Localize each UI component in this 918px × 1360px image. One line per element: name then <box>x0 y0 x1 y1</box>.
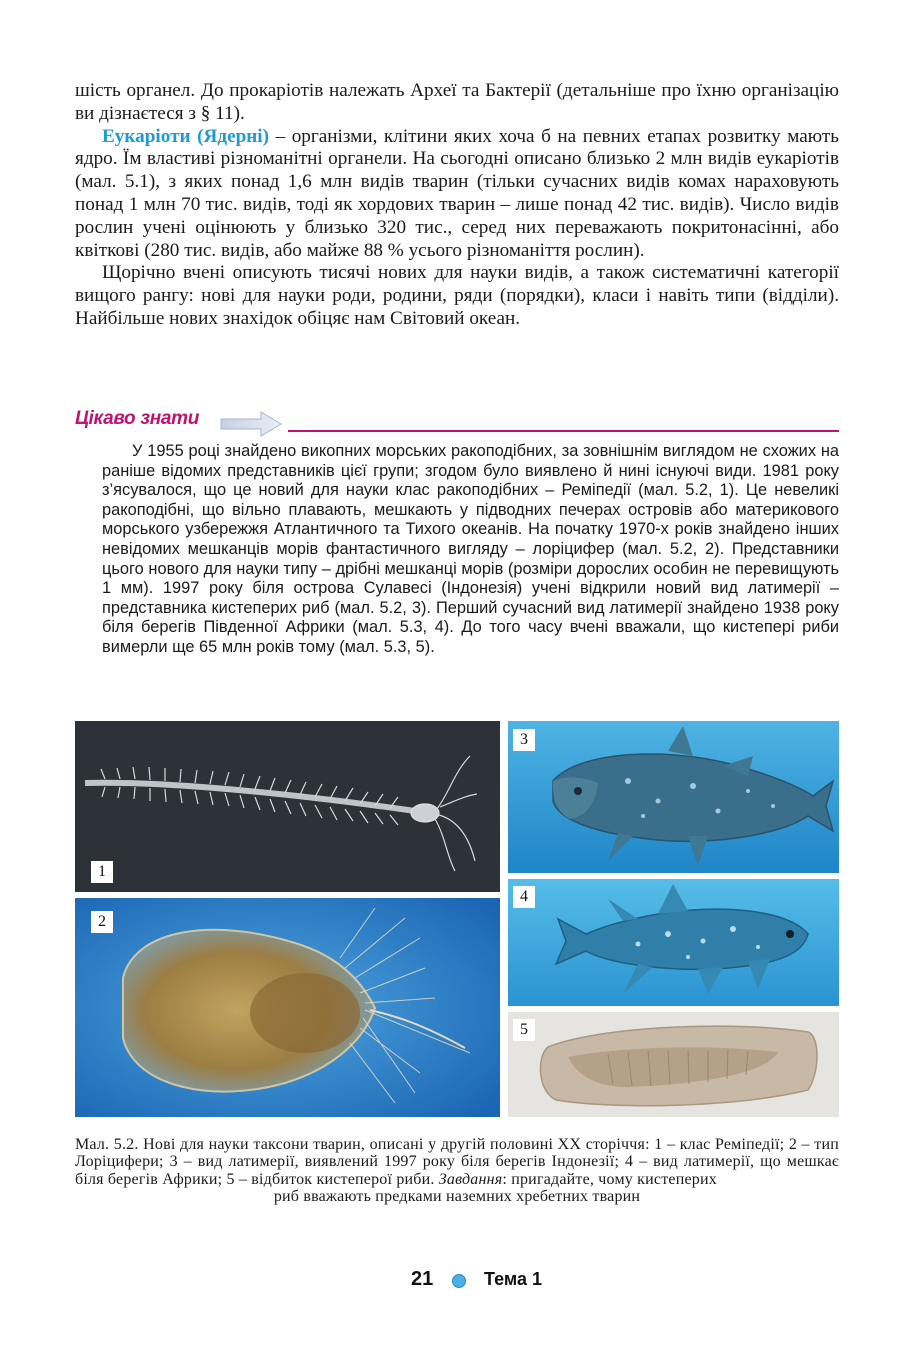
figure-label-1: 1 <box>91 861 113 883</box>
term-eukaryotes: Еукаріоти (Ядерні) <box>102 125 270 147</box>
caption-text: Мал. 5.2. Нові для науки таксони тварин, описані у другій половині XX сторіччя: 1 – клас Реміпедії; 2 – тип Лоріцифери; 3 – вид латимерії, виявлений 1997 року біля берегів Індонезії; 4 – вид латимерії, що мешкає біля берегів Африки; 5 – відбиток кистеперої риби. <box>75 1136 839 1188</box>
paragraph-new-species: Щорічно вчені описують тисячі нових для науки видів, а також систематичні категорії вищого рангу: нові для науки роди, родини, ряди (порядки), класи і навіть типи (відділи). Найбільше нових знахідок обіцяє нам Світовий океан. <box>75 262 839 329</box>
figure-caption <box>75 1136 839 1206</box>
bullet-icon <box>452 1274 466 1288</box>
loricifera-image <box>75 898 500 1117</box>
topic-label: Тема 1 <box>484 1269 542 1289</box>
eukaryotes-definition: – організми, клітини яких хоча б на певних етапах розвитку мають ядро. Їм властиві різноманітні органели. На сьогодні описано близько 2 млн видів еукаріотів (мал. 5.1), з яких понад 1,6 млн видів тварин (тільки сучасних видів комах нараховують понад 1 млн 70 тис. видів, тоді як хордових тварин – лише понад 42 тис. видів). Число видів рослин учені оцінюють у близько 320 тис., серед них переважають покритонасінні, або квіткові (280 тис. видів, або майже 88 % усього різноманіття рослин). <box>75 125 839 261</box>
photo-remipede <box>75 721 500 892</box>
figure-label-2: 2 <box>91 911 113 933</box>
caption-task-text: : пригадайте, чому кистеперих <box>502 1170 717 1188</box>
figure-label-3: 3 <box>513 729 535 751</box>
caption-last-line: риб вважають предками наземних хребетних тварин <box>273 1188 641 1206</box>
main-text <box>75 80 839 331</box>
remipede-image <box>75 721 500 892</box>
heading-rule <box>288 430 839 432</box>
fossil-image <box>508 1012 839 1117</box>
arrow-icon <box>219 410 283 438</box>
photo-loricifera <box>75 898 500 1117</box>
caption-main <box>75 1136 839 1188</box>
page-footer <box>0 1268 918 1294</box>
figure-label-4: 4 <box>513 886 535 908</box>
paragraph-eukaryotes <box>75 126 839 263</box>
photo-latimeria-africa <box>508 879 839 1006</box>
caption-task-label: Завдання <box>438 1170 503 1188</box>
interesting-heading: Цікаво знати <box>75 408 200 429</box>
interesting-header <box>75 408 839 442</box>
coelacanth-image-4 <box>508 879 839 1006</box>
figure-label-5: 5 <box>513 1019 535 1041</box>
photo-latimeria-indonesia <box>508 721 839 873</box>
interesting-text <box>102 442 839 658</box>
page-number: 21 <box>411 1268 434 1290</box>
interesting-paragraph: У 1955 році знайдено викопних морських ракоподібних, за зовнішнім виглядом не схожих на раніше відомих представників цієї групи; згодом було виявлено й нині існуючі види. 1981 року з’ясувалося, що це новий для науки клас ракоподібних – Реміпедії (мал. 5.2, 1). Це невеликі ракоподібні, що вільно плавають, мешкають у підводних печерах островів або материкового морського узбережжя Атлантичного та Тихого океанів. На початку 1970-х років знайдено інших невідомих мешканців морів фантастичного вигляду – лоріцифер (мал. 5.2, 2). Представники цього нового для науки типу – дрібні мешканці морів (розміри дорослих особин не перевищують 1 мм). 1997 року біля острова Сулавесі (Індонезія) учені відкрили новий вид латимерії – представника кистеперих риб (мал. 5.2, 3). Перший сучасний вид латимерії знайдено 1938 року біля берегів Південної Африки (мал. 5.3, 4). До того часу вчені вважали, що кистепері риби вимерли ще 65 млн років тому (мал. 5.3, 5). <box>102 442 839 656</box>
paragraph-prokaryotes: шість органел. До прокаріотів належать Археї та Бактерії (детальніше про їхню організацію ви дізнаєтеся з § 11). <box>75 80 839 124</box>
coelacanth-image-3 <box>508 721 839 873</box>
photo-fossil <box>508 1012 839 1117</box>
